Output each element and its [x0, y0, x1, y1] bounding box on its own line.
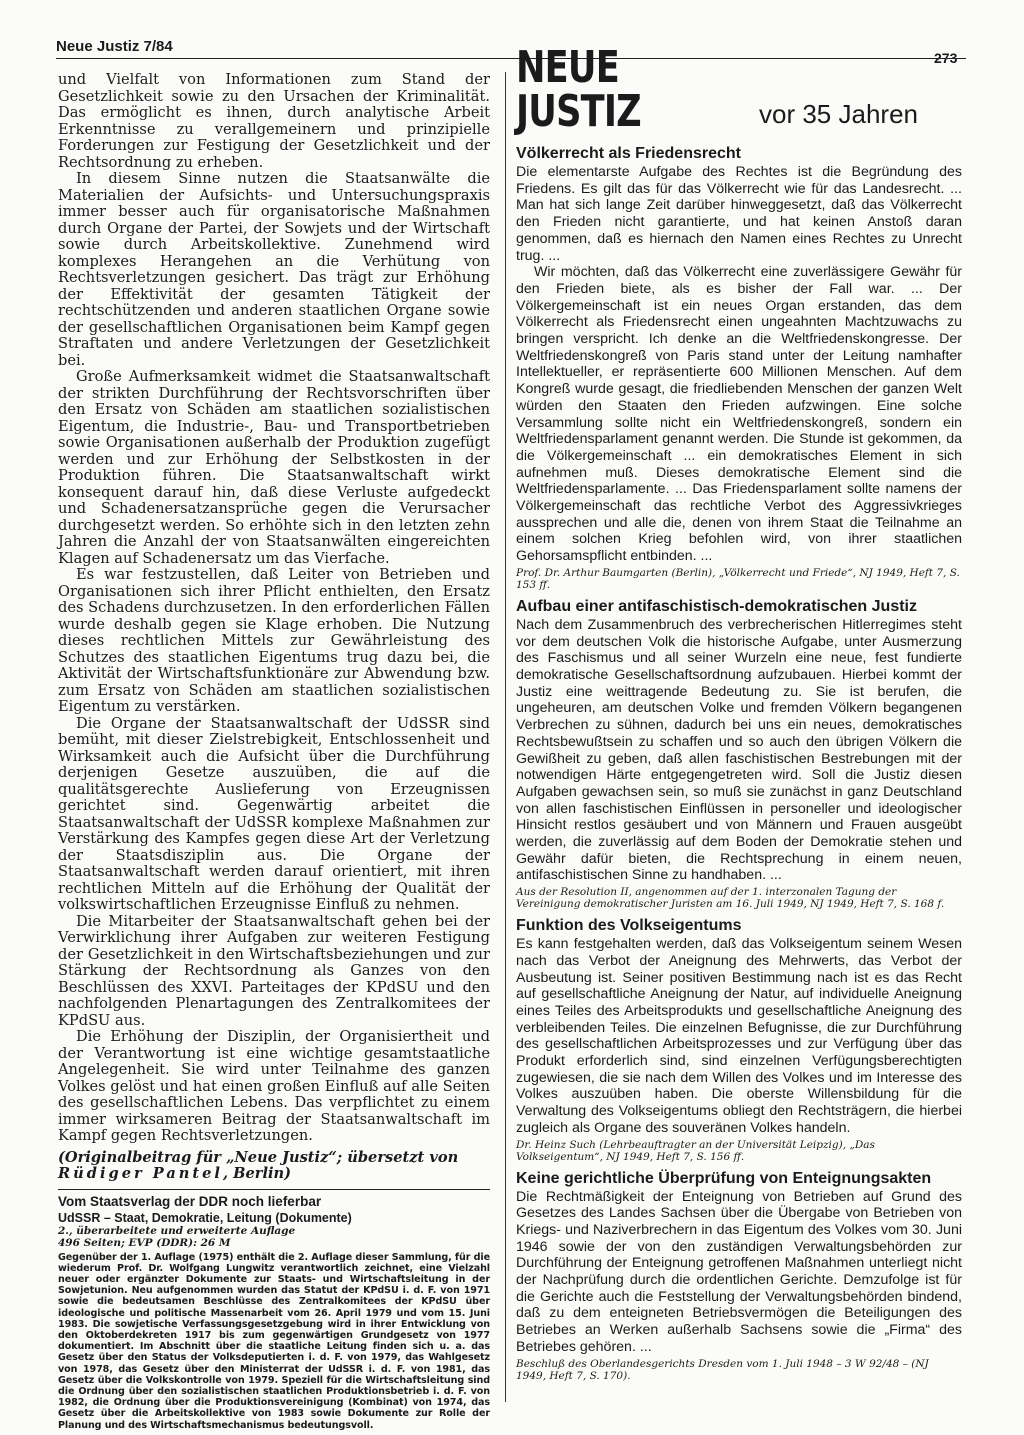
- page-number: 273: [934, 50, 958, 66]
- masthead-subtitle: vor 35 Jahren: [759, 99, 918, 129]
- book-description: Gegenüber der 1. Auflage (1975) enthält die 2. Auflage dieser Sammlung, für die wiederum Prof. Dr. Wolfgang Lungwitz verantwortlich zeichnet, eine Vielzahl neuer oder ergänzter Dokumente zur Staats- und Wirtschaftsleitung in der Sowjetunion. Neu aufgenommen wurden das Statut der KPdSU i. d. F. von 1971 sowie die bedeutsamen Beschlüsse des Zentralkomitees der KPdSU über ideologische und politische Massenarbeit vom 26. April 1979 und vom 15. Juni 1983. Die sowjetische Verfassungsgesetzgebung wird in ihrer Entwicklung von den Oktoberdekreten 1917 bis zum gegenwärtigen Grundgesetz von 1977 dokumentiert. Im Abschnitt über die staatliche Leitung finden sich u. a. das Gesetz über den Status der Volksdeputierten i. d. F. von 1979, das Wahlgesetz von 1978, das Gesetz über den Ministerrat der UdSSR i. d. F. von 1981, das Gesetz über die Volkskontrolle von 1979. Speziell für die Wirtschaftsleitung sind die Ordnung über den sozialistischen staatlichen Produktionsbetrieb i. d. F. von 1982, die Ordnung über die Produktionsvereinigung (Kombinat) von 1974, das Gesetz über die Arbeitskollektive von 1983 sowie Dokumente zur Rolle der Planung und des Wirtschaftsmechanismus bedeutungsvoll.: [58, 1251, 490, 1431]
- section-heading: Funktion des Volkseigentums: [516, 917, 742, 935]
- publisher-heading: Vom Staatsverlag der DDR noch lieferbar: [58, 1193, 322, 1209]
- header-rule: [56, 58, 966, 59]
- section-paragraph: Die Rechtmäßigkeit der Enteignung von Betrieben auf Grund des Gesetzes des Landes Sachsen über die Übergabe von Betrieben von Kriegs- und Naziverbrechern in das Eigentum des Volkes vom 30. Juni 1946 sowie der von den zuständigen Verwaltungsbehörden zur Durchführung der Enteignung getroffenen Maßnahmen unterliegt nicht der Nachprüfung durch die ordentlichen Gerichte. Demzufolge ist für die Gerichte auch die Feststellung der Verwaltungsbehörden bindend, daß zu dem enteigneten Betriebsvermögen die Beteiligungen des Betriebes an Werken außerhalb Sachsens sowie die „Firma“ des Betriebes gehören. ...: [516, 1188, 962, 1355]
- article-paragraph: In diesem Sinne nutzen die Staatsanwälte die Materialien der Aufsichts- und Untersuchungspraxis immer besser auch für organisatorische Maßnahmen durch Organe der Partei, der Sowjets und der Wirtschaft sowie durch Arbeitskollektive. Zunehmend wird komplexes Herangehen an die Verhütung von Rechtsverletzungen gesichert. Das trägt zur Erhöhung der Effektivität der gesamten Tätigkeit der rechtschützenden und anderen staatlichen Organe sowie der gesellschaftlichen Organisationen beim Kampf gegen Straftaten und andere Verletzungen der Gesetzlichkeit bei.: [58, 170, 490, 369]
- section-source: Dr. Heinz Such (Lehrbeauftragter an der Universität Leipzig), „Das Volkseigentum“, NJ 1949, Heft 7, S. 156 ff.: [516, 1138, 875, 1163]
- section-source: Beschluß des Oberlandesgerichts Dresden vom 1. Juli 1948 – 3 W 92/48 – (NJ 1949, Heft 7, S. 170).: [516, 1357, 929, 1382]
- publisher-box-rule: [58, 1189, 490, 1190]
- section-heading: Aufbau einer antifaschistisch-demokratischen Justiz: [516, 597, 917, 615]
- credit-line: (Originalbeitrag für „Neue Justiz“; übersetzt von: [58, 1148, 459, 1166]
- article-paragraph: Große Aufmerksamkeit widmet die Staatsanwaltschaft der strikten Durchführung der Rechtsvorschriften über den Ersatz von Schäden am staatlichen sozialistischen Eigentum, die Industrie-, Bau- und Transportbetrieben sowie Organisationen außerhalb der Produktion zugefügt werden und zur Erhöhung der Selbstkosten in der Produktion führen. Die Staatsanwaltschaft wirkt konsequent darauf hin, daß diese Verluste aufgedeckt und Schadenersatzansprüche gegen die Verursacher durchgesetzt werden. So erhöhte sich in den letzten zehn Jahren die Anzahl der von Staatsanwälten eingereichten Klagen auf Schadenersatz um das Vierfache.: [58, 368, 490, 567]
- column-divider: [505, 72, 506, 1402]
- translator-name: Rüdiger Pantel: [58, 1165, 223, 1182]
- section-paragraph: Wir möchten, daß das Völkerrecht eine zuverlässigere Gewähr für den Frieden biete, als es bisher der Fall war. ... Der Völkergemeinschaft ist ein neues Organ erstanden, das dem Völkerrecht als Friedensrecht einen ungeahnten Machtzuwachs zu bringen verspricht. Ich denke an die Weltfriedenskongresse. Der Weltfriedenskongreß von Paris stand unter der Leitung namhafter Intellektueller, er repräsentierte 600 Millionen Menschen. Auf dem Kongreß wurde gesagt, die friedliebenden Menschen der ganzen Welt würden den Staaten den Frieden aufzwingen. Eine solche Versammlung sollte nicht ein Weltfriedenskongreß, sondern ein Weltfriedensparlament genannt werden. Die Stunde ist gekommen, da die Völkergemeinschaft ... ein demokratisches Element in sich aufnehmen muß. Dieses demokratische Element sind die Weltfriedensparlamente. ... Das Friedensparlament sollte namens der Völkergemeinschaft das rechtliche Verbot des Aggressivkrieges aussprechen und alle die, denen von ihrem Staat die Teilnahme an einem solchen Krieg befohlen wird, von ihrer staatlichen Gehorsamspflicht entbinden. ...: [516, 264, 962, 565]
- book-title: UdSSR – Staat, Demokratie, Leitung (Dokumente): [58, 1210, 352, 1225]
- book-edition: 2., überarbeitete und erweiterte Auflage: [58, 1224, 296, 1237]
- left-column: [58, 72, 490, 1431]
- section-paragraph: Es kann festgehalten werden, daß das Volkseigentum seinem Wesen nach das Verbot der Aneignung des Mehrwerts, das Verbot der Ausbeutung ist. Seiner positiven Bestimmung nach ist es das Recht auf gesellschaftliche Aneignung der Natur, auf individuelle Aneignung eines Teiles des Arbeitsprodukts und gesellschaftliche Aneignung des verbleibenden Teiles. Die einzelnen Befugnisse, die zur Durchführung des gesellschaftlichen Arbeitsprozesses und zur Verfügung über das Produkt erforderlich sind, sind einzelnen Verfügungsberechtigten zugewiesen, die sie nach dem Willen des Volkes und im Interesse des Volkes auszuüben haben. Die oberste Willensbildung für die Verwaltung des Volkseigentums obliegt den Rechtsträgern, die hierbei zugleich als Organe des souveränen Volkes handeln.: [516, 936, 962, 1136]
- section-heading: Völkerrecht als Friedensrecht: [516, 145, 741, 162]
- running-header: Neue Justiz 7/84: [56, 38, 173, 55]
- article-paragraph: und Vielfalt von Informationen zum Stand der Gesetzlichkeit sowie zu den Ursachen der Kriminalität. Das ermöglicht es ihnen, durch analytische Arbeit Erkenntnisse zu verallgemeinern und prinzipielle Forderungen zur Festigung der Gesetzlichkeit und der Rechtsordnung zu erheben.: [58, 71, 490, 171]
- article-paragraph: Die Organe der Staatsanwaltschaft der UdSSR sind bemüht, mit dieser Zielstrebigkeit, Entschlossenheit und Wirksamkeit auch die Aufsicht über die Durchführung derjenigen Gesetze auszuüben, die auf die qualitätsgerechte Auslieferung von Erzeugnissen gerichtet sind. Gegenwärtig arbeitet die Staatsanwaltschaft der UdSSR komplexe Maßnahmen zur Verstärkung des Kampfes gegen diese Art der Verletzung der Staatsdisziplin aus. Die Organe der Staatsanwaltschaft werden darauf orientiert, mit ihren rechtlichen Mitteln auf die Erhöhung der Qualität der volkswirtschaftlichen Erzeugnisse Einfluß zu nehmen.: [58, 714, 490, 913]
- neue-justiz-logo: NEUE JUSTIZ: [516, 42, 641, 137]
- section-source: Prof. Dr. Arthur Baumgarten (Berlin), „Völkerrecht und Friede“, NJ 1949, Heft 7, S. 153 ff.: [516, 566, 960, 591]
- translator-city: , Berlin): [222, 1165, 292, 1182]
- section-paragraph: Die elementarste Aufgabe des Rechtes ist die Begründung des Friedens. Es gilt das für das Völkerrecht wie für das Landesrecht. ... Man hat sich lange Zeit darüber hinweggesetzt, daß das Völkerrecht den Frieden nicht garantierte, und hat keinen Anstoß daran genommen, daß es hiernach den Namen eines Rechtes zu Unrecht trug. ...: [516, 164, 962, 264]
- article-paragraph: Die Erhöhung der Disziplin, der Organisiertheit und der Verantwortung ist eine wichtige gesamtstaatliche Angelegenheit. Sie wird unter Teilnahme des ganzen Volkes gelöst und hat einen großen Einfluß auf alle Seiten des gesellschaftlichen Lebens. Das verpflichtet zu einem immer wirksameren Beitrag der Staatsanwaltschaft im Kampf gegen Rechtsverletzungen.: [58, 1028, 490, 1144]
- book-details: 496 Seiten; EVP (DDR): 26 M: [58, 1236, 231, 1249]
- section-paragraph: Nach dem Zusammenbruch des verbrecherischen Hitlerregimes steht vor dem deutschen Volk die historische Aufgabe, unter Ausmerzung des Faschismus und all seiner Wurzeln eine neue, fest fundierte demokratische Gesellschaftsordnung aufzubauen. Hierbei kommt der Justiz eine weittragende Bedeutung zu. Sie ist berufen, die ungeheuren, am deutschen Volke und fremden Völkern begangenen Verbrechen zu sühnen, dadurch bei uns ein neues, demokratisches Rechtsbewußtsein zu schaffen und so auch den übrigen Völkern die Gewißheit zu geben, daß allen faschistischen Bestrebungen mit der notwendigen Härte entgegengetreten wird. Soll die Justiz diesen Aufgaben gewachsen sein, so muß sie zunächst in ganz Deutschland von allen faschistischen Einflüssen in personeller und ideologischer Hinsicht restlos gesäubert und von Männern und Frauen ausgeübt werden, die zuverlässig auf dem Boden der Demokratie stehen und Gewähr dafür bieten, die Rechtsprechung in einem neuen, antifaschistischen Sinne zu handhaben. ...: [516, 616, 962, 884]
- translation-credit: [58, 1150, 490, 1183]
- section-source: Aus der Resolution II, angenommen auf der 1. interzonalen Tagung der Vereinigung demokratischer Juristen am 16. Juli 1949, NJ 1949, Heft 7, S. 168 f.: [516, 886, 945, 911]
- article-paragraph: Die Mitarbeiter der Staatsanwaltschaft gehen bei der Verwirklichung ihrer Aufgaben zur weiteren Festigung der Gesetzlichkeit in den Wirtschaftsbeziehungen und zur Stärkung der Rechtsordnung als Ganzes von den Beschlüssen des XXVI. Parteitages der KPdSU und den nachfolgenden Plenartagungen des Zentralkomitees der KPdSU aus.: [58, 912, 490, 1029]
- section-heading: Keine gerichtliche Überprüfung von Enteignungsakten: [516, 1169, 932, 1187]
- article-paragraph: Es war festzustellen, daß Leiter von Betrieben und Organisationen sich ihrer Pflicht enthielten, den Ersatz des Schadens durchzusetzen. In den erforderlichen Fällen wurde deshalb gegen sie Klage erhoben. Die Nutzung dieses rechtlichen Mittels zur Gewährleistung des Schutzes des staatlichen Eigentums trug dazu bei, die Aktivität der Wirtschaftsfunktionäre zur Abwendung bzw. zum Ersatz von Schäden am staatlichen sozialistischen Eigentum zu verstärken.: [58, 566, 490, 715]
